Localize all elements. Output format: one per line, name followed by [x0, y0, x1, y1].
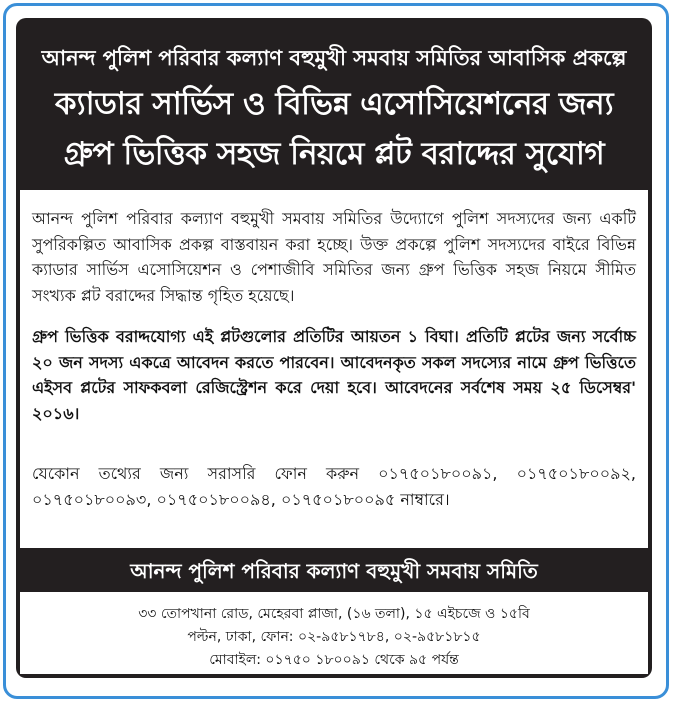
- paragraph-plot-details: গ্রুপ ভিত্তিক বরাদ্দযোগ্য এই প্লটগুলোর প্রতিটির আয়তন ১ বিঘা। প্রতিটি প্লটের জন্য সর্বোচ্চ ২০ জন সদস্য একত্রে আবেদন করতে পারবেন। আবেদনকৃত সকল সদস্যের নামে গ্রুপ ভিত্তিতে এইসব প্লটের সাফকবলা রেজিস্ট্রেশন করে দেয়া হবে। আবেদনের সর্বশেষ সময় ২৫ ডিসেম্বর' ২০১৬।: [32, 327, 636, 423]
- address-box: [20, 592, 648, 674]
- address-line3: মোবাইল: ০১৭৫০ ১৮০০৯১ থেকে ৯৫ পর্যন্ত: [209, 652, 459, 668]
- header-subtitle: আনন্দ পুলিশ পরিবার কল্যাণ বহুমুখী সমবায় সমিতির আবাসিক প্রকল্পে: [41, 46, 627, 70]
- address-line2: পল্টন, ঢাকা, ফোন: ০২-৯৫৮১৭৮৪, ০২-৯৫৮১৮১৫: [187, 629, 481, 645]
- advertisement-card: [16, 18, 652, 678]
- body-box: [20, 190, 648, 548]
- header-title-line1: ক্যাডার সার্ভিস ও বিভিন্ন এসোসিয়েশনের জন্য: [54, 86, 614, 122]
- address-line1: ৩৩ তোপখানা রোড, মেহেরবা প্লাজা, (১৬ তলা), ১৫ এইচজে ও ১৫বি: [138, 606, 530, 622]
- header-title-line2: গ্রুপ ভিত্তিক সহজ নিয়মে প্লট বরাদ্দের সুযোগ: [63, 136, 605, 172]
- paragraph-intro: আনন্দ পুলিশ পরিবার কল্যাণ বহুমুখী সমবায় সমিতির উদ্যোগে পুলিশ সদস্যদের জন্য একটি সুপরিকল্পিত আবাসিক প্রকল্প বাস্তবায়ন করা হচ্ছে। উক্ত প্রকল্পে পুলিশ সদস্যদের বাইরে বিভিন্ন ক্যাডার সার্ভিস এসোসিয়েশন ও পেশাজীবি সমিতির জন্য গ্রুপ ভিত্তিক সহজ নিয়মে সীমিত সংখ্যক প্লট বরাদ্দের সিদ্ধান্ত গৃহিত হয়েছে।: [32, 209, 636, 305]
- paragraph-contact: যেকোন তথ্যের জন্য সরাসরি ফোন করুন ০১৭৫০১৮০০৯১, ০১৭৫০১৮০০৯২, ০১৭৫০১৮০০৯৩, ০১৭৫০১৮০০৯৪, ০১৭৫০১৮০০৯৫ নাম্বারে।: [32, 464, 636, 509]
- header: [16, 18, 652, 186]
- advertisement-frame: [3, 3, 669, 699]
- footer-org-name: আনন্দ পুলিশ পরিবার কল্যাণ বহুমুখী সমবায় সমিতি: [130, 559, 538, 583]
